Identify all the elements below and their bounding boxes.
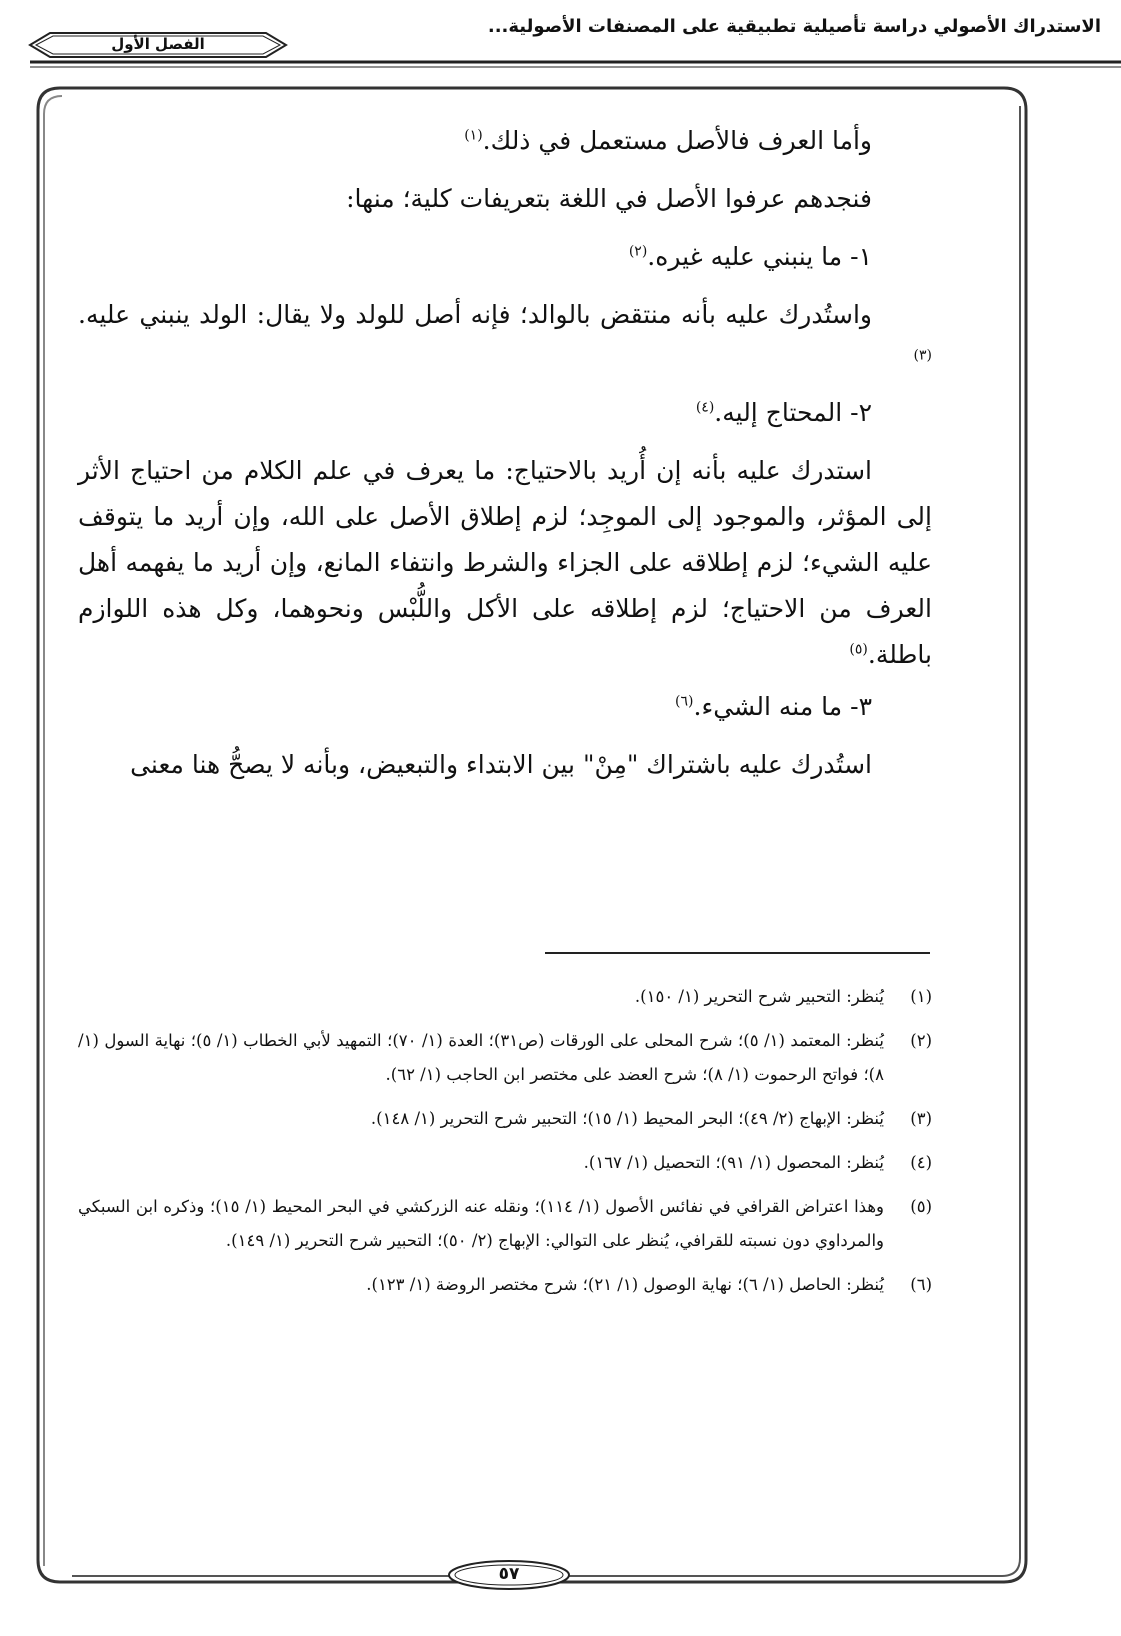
paragraph-7	[78, 684, 932, 730]
footnote-text: يُنظر: التحبير شرح التحرير (١/ ١٥٠).	[634, 987, 884, 1006]
footnote-text: يُنظر: الإبهاج (٢/ ٤٩)؛ البحر المحيط (١/ ١٥)؛ التحبير شرح التحرير (١/ ١٤٨).	[370, 1109, 884, 1128]
footnote-ref-5[interactable]: (٥)	[849, 641, 868, 658]
footnotes	[78, 980, 932, 1312]
footnote-item	[78, 1102, 932, 1136]
footnote-item	[78, 1268, 932, 1302]
footnote-ref-6[interactable]: (٦)	[675, 693, 694, 710]
footnote-item	[78, 980, 932, 1014]
footnote-number: (١)	[910, 987, 932, 1006]
page-number-badge	[446, 1557, 572, 1593]
paragraph-3	[78, 234, 932, 280]
footnote-item	[78, 1024, 932, 1092]
footnote-ref-4[interactable]: (٤)	[695, 399, 715, 416]
footnote-number: (٢)	[910, 1031, 932, 1050]
footnote-ref-3[interactable]: (٣)	[913, 347, 932, 364]
paragraph-6-text: استدرك عليه بأنه إن أُريد بالاحتياج: ما يعرف في علم الكلام من احتياج الأثر إلى المؤثر، والموجود إلى الموجِد؛ لزم إطلاق الأصل على الله، وإن أريد ما يتوقف عليه الشيء؛ لزم إطلاقه على الجزاء والشرط وانتفاء المانع، وإن أريد ما يفهمه أهل العرف من الاحتياج؛ لزم إطلاقه على الأكل واللُّبْس ونحوهما، وكل هذه اللوازم باطلة.	[78, 456, 932, 669]
footnote-text: يُنظر: الحاصل (١/ ٦)؛ نهاية الوصول (١/ ٢١)؛ شرح مختصر الروضة (١/ ١٢٣).	[366, 1275, 884, 1294]
paragraph-3-text: ١- ما ينبني عليه غيره.	[647, 242, 872, 271]
book-title: الاستدراك الأصولي دراسة تأصيلية تطبيقية على المصنفات الأصولية...	[487, 16, 1101, 37]
footnote-number: (٣)	[910, 1109, 932, 1128]
paragraph-4-text: واستُدرك عليه بأنه منتقض بالوالد؛ فإنه أصل للولد ولا يقال: الولد ينبني عليه.	[78, 300, 872, 329]
paragraph-8	[78, 742, 932, 788]
paragraph-5-text: ٢- المحتاج إليه.	[714, 398, 872, 427]
page-number: ٥٧	[498, 1564, 520, 1584]
paragraph-4	[78, 292, 932, 384]
footnote-number: (٥)	[910, 1197, 932, 1216]
paragraph-1	[78, 118, 932, 164]
footnote-item	[78, 1190, 932, 1258]
paragraph-7-text: ٣- ما منه الشيء.	[693, 692, 872, 721]
footnote-text: يُنظر: المحصول (١/ ٩١)؛ التحصيل (١/ ١٦٧).	[583, 1153, 884, 1172]
paragraph-8-text: استُدرك عليه باشتراك "مِنْ" بين الابتداء والتبعيض، وبأنه لا يصحُّ هنا معنى	[130, 750, 872, 779]
footnote-ref-1[interactable]: (١)	[464, 127, 483, 144]
chapter-tab	[28, 30, 288, 60]
paragraph-2	[78, 176, 932, 222]
footnote-number: (٦)	[910, 1275, 932, 1294]
paragraph-5	[78, 390, 932, 436]
paragraph-6	[78, 448, 932, 678]
page-header	[0, 0, 1121, 72]
footnote-separator	[545, 952, 930, 954]
paragraph-2-text: فنجدهم عرفوا الأصل في اللغة بتعريفات كلية؛ منها:	[346, 184, 872, 213]
paragraph-1-text: وأما العرف فالأصل مستعمل في ذلك.	[482, 126, 872, 155]
chapter-label: الفصل الأول	[111, 35, 205, 53]
footnote-ref-2[interactable]: (٢)	[628, 243, 648, 260]
footnote-text: يُنظر: المعتمد (١/ ٥)؛ شرح المحلى على الورقات (ص٣١)؛ العدة (١/ ٧٠)؛ التمهيد لأبي الخطاب (١/ ٥)؛ نهاية السول (١/ ٨)؛ فواتح الرحموت (١/ ٨)؛ شرح العضد على مختصر ابن الحاجب (١/ ٦٢).	[78, 1031, 884, 1084]
footnote-item	[78, 1146, 932, 1180]
footnote-text: وهذا اعتراض القرافي في نفائس الأصول (١/ ١١٤)؛ ونقله عنه الزركشي في البحر المحيط (١/ ١٥)؛ وذكره ابن السبكي والمرداوي دون نسبته للقرافي، يُنظر على التوالي: الإبهاج (٢/ ٥٠)؛ التحبير شرح التحرير (١/ ١٤٩).	[78, 1197, 885, 1250]
main-text	[78, 118, 932, 800]
footnote-number: (٤)	[910, 1153, 932, 1172]
